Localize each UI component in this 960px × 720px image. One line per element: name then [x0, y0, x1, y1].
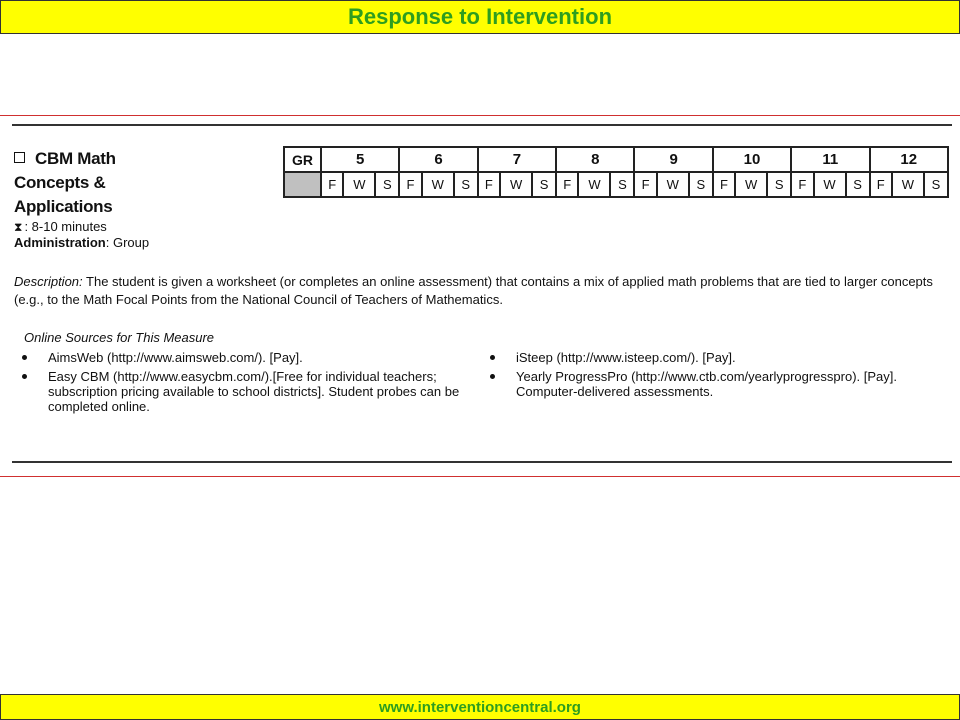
description-label: Description:	[14, 274, 83, 289]
grade-12: 12	[870, 147, 948, 172]
season-fall: F	[713, 172, 735, 197]
page-footer	[0, 694, 960, 720]
season-winter: W	[343, 172, 375, 197]
season-fall: F	[791, 172, 813, 197]
season-winter: W	[500, 172, 532, 197]
description-text: The student is given a worksheet (or completes an online assessment) that contains a mix of applied math problems that are tied to larger concepts (e.g., to the Math Focal Points from the National Council of Teachers of Mathematics.	[14, 274, 933, 307]
season-fall: F	[321, 172, 343, 197]
sources-title: Online Sources for This Measure	[24, 330, 215, 345]
source-easycbm: Easy CBM (http://www.easycbm.com/).[Free for individual teachers; subscription pricing available to school districts]. Student probes can be completed online.	[48, 369, 460, 414]
season-winter: W	[735, 172, 767, 197]
season-fall: F	[478, 172, 500, 197]
grade-11: 11	[791, 147, 869, 172]
checkbox-icon[interactable]	[14, 152, 25, 163]
measure-info	[14, 147, 284, 251]
season-spring: S	[924, 172, 948, 197]
source-isteep: iSteep (http://www.isteep.com/). [Pay].	[516, 350, 736, 365]
hourglass-icon: ⧗	[14, 220, 23, 234]
bullet-icon	[490, 374, 495, 379]
season-spring: S	[767, 172, 791, 197]
source-item	[490, 369, 930, 399]
season-spring: S	[846, 172, 870, 197]
source-item	[22, 369, 472, 414]
measure-title-line1: CBM Math	[35, 149, 116, 168]
duration-text: : 8-10 minutes	[24, 219, 107, 234]
administration-label: Administration	[14, 235, 106, 250]
season-winter: W	[814, 172, 846, 197]
source-aimsweb: AimsWeb (http://www.aimsweb.com/). [Pay].	[48, 350, 303, 365]
season-winter: W	[422, 172, 454, 197]
grade-9: 9	[634, 147, 712, 172]
page-header	[0, 0, 960, 34]
season-spring: S	[532, 172, 556, 197]
header-title: Response to Intervention	[347, 4, 613, 29]
sources-list-left	[22, 350, 472, 418]
sources-list-right	[490, 350, 930, 403]
season-fall: F	[634, 172, 656, 197]
measure-title-line3: Applications	[14, 197, 113, 216]
season-row	[284, 172, 948, 197]
season-fall: F	[870, 172, 892, 197]
source-item	[490, 350, 930, 365]
season-spring: S	[454, 172, 478, 197]
top-black-divider	[12, 124, 952, 126]
season-winter: W	[892, 172, 924, 197]
administration-value: : Group	[105, 235, 150, 250]
bottom-red-divider	[0, 476, 960, 477]
bullet-icon	[490, 355, 495, 360]
administration-line	[14, 235, 284, 251]
season-spring: S	[375, 172, 399, 197]
grade-10: 10	[713, 147, 791, 172]
gr-label: GR	[284, 147, 321, 172]
season-fall: F	[399, 172, 421, 197]
season-spring: S	[610, 172, 634, 197]
bullet-icon	[22, 374, 27, 379]
footer-url[interactable]: www.interventioncentral.org	[379, 699, 581, 716]
grade-5: 5	[321, 147, 399, 172]
bottom-black-divider	[12, 461, 952, 463]
grade-6: 6	[399, 147, 477, 172]
top-red-divider	[0, 115, 960, 116]
season-fall: F	[556, 172, 578, 197]
source-item	[22, 350, 472, 365]
measure-title	[14, 147, 284, 219]
grade-7: 7	[478, 147, 556, 172]
description	[14, 273, 944, 309]
measure-title-line2: Concepts &	[14, 173, 106, 192]
season-winter: W	[657, 172, 689, 197]
season-spring: S	[689, 172, 713, 197]
gr-shaded-cell	[284, 172, 321, 197]
bullet-icon	[22, 355, 27, 360]
grade-8: 8	[556, 147, 634, 172]
season-winter: W	[578, 172, 610, 197]
grade-header-row	[284, 147, 948, 172]
duration-line	[14, 219, 284, 235]
grade-level-table	[283, 146, 949, 198]
source-yearly-progresspro: Yearly ProgressPro (http://www.ctb.com/yearlyprogresspro). [Pay]. Computer-delivered assessments.	[516, 369, 897, 399]
